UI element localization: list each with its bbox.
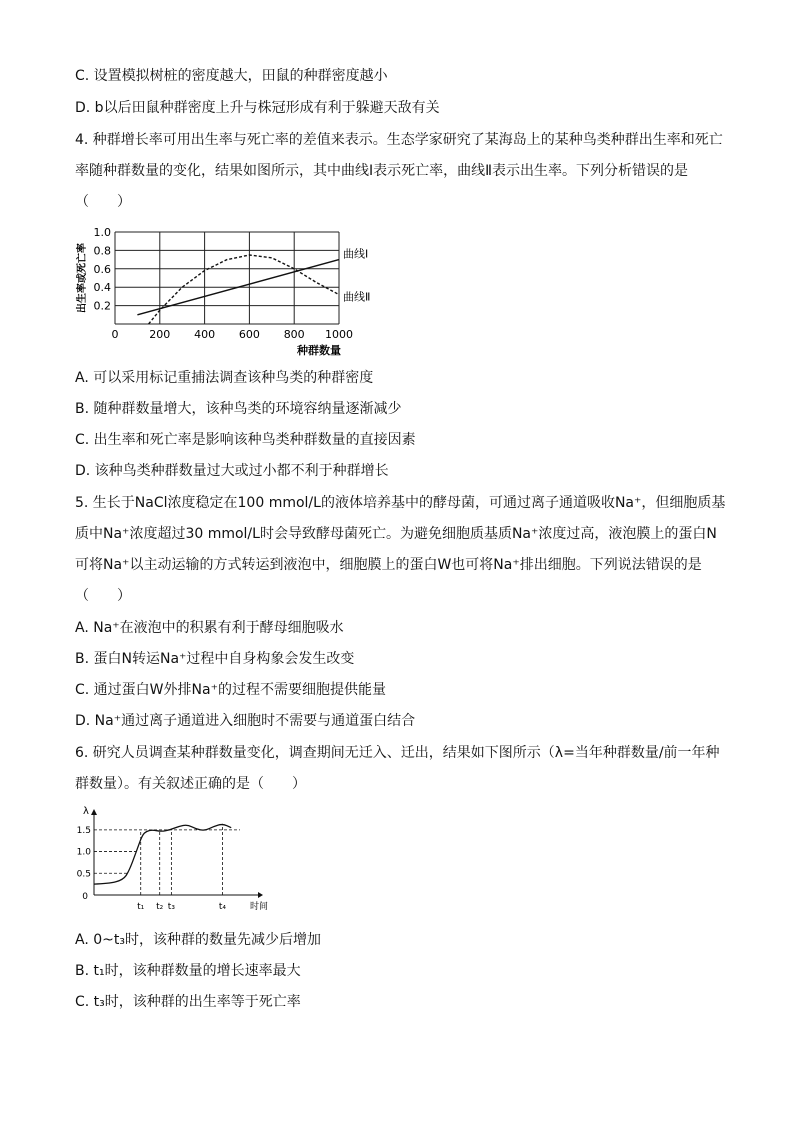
x-tick-label: t₃ <box>167 902 175 912</box>
q6-stem-line1: 6. 研究人员调查某种群数量变化，调查期间无迁入、迁出，结果如下图所示（λ=当年种群数量/前一年种 <box>75 745 720 761</box>
q5-option-d: D. Na⁺通过离子通道进入细胞时不需要与通道蛋白结合 <box>75 713 416 729</box>
x-tick-label: 600 <box>238 328 260 341</box>
y-axis-label: 出生率或死亡率 <box>77 243 88 313</box>
x-tick-label: 1000 <box>325 328 353 341</box>
x-tick-label: 400 <box>194 328 216 341</box>
x-tick-label: 0 <box>111 328 119 341</box>
lambda-curve <box>94 825 231 885</box>
x-tick-label: 200 <box>149 328 171 341</box>
x-tick-label: t₄ <box>218 902 227 912</box>
y-axis-label: λ <box>83 806 89 817</box>
q5-answer-paren: （ ） <box>75 588 131 604</box>
q6-option-b: B. t₁时，该种群数量的增长速率最大 <box>75 963 301 979</box>
x-tick-label: t₂ <box>156 902 164 912</box>
y-tick-label: 1.0 <box>93 226 111 239</box>
q5-option-a: A. Na⁺在液泡中的积累有利于酵母细胞吸水 <box>75 620 344 636</box>
y-tick-label: 0.5 <box>76 869 91 880</box>
y-tick-label: 0.2 <box>93 299 111 313</box>
birth-rate-curve <box>149 255 339 324</box>
q4-chart <box>75 222 405 357</box>
y-tick-label: 0.4 <box>93 281 111 295</box>
y-tick-label: 1.5 <box>76 825 91 836</box>
x-tick-label: 800 <box>283 328 305 341</box>
q4-option-c: C. 出生率和死亡率是影响该种鸟类种群数量的直接因素 <box>75 432 416 448</box>
x-tick-label: t₁ <box>137 902 145 912</box>
q4-option-a: A. 可以采用标记重捕法调查该种鸟类的种群密度 <box>75 370 374 386</box>
curve-label: 曲线Ⅰ <box>343 247 369 261</box>
q6-stem-line2: 群数量）。有关叙述正确的是（ ） <box>75 776 306 792</box>
y-tick-label: 1.0 <box>76 847 91 858</box>
y-tick-label: 0.6 <box>93 262 111 276</box>
q5-option-c: C. 通过蛋白W外排Na⁺的过程不需要细胞提供能量 <box>75 682 386 698</box>
q6-option-c: C. t₃时，该种群的出生率等于死亡率 <box>75 994 301 1010</box>
x-axis-label: 时间 <box>250 902 269 912</box>
option-d-prev: D. b以后田鼠种群密度上升与株冠形成有利于躲避天敌有关 <box>75 100 440 116</box>
q6-option-a: A. 0~t₃时，该种群的数量先减少后增加 <box>75 932 321 948</box>
origin-label: 0 <box>82 892 88 902</box>
q4-option-d: D. 该种鸟类种群数量过大或过小都不利于种群增长 <box>75 463 389 479</box>
q4-stem-line2: 率随种群数量的变化，结果如图所示，其中曲线Ⅰ表示死亡率，曲线Ⅱ表示出生率。下列分析错误的是 <box>75 163 689 179</box>
q4-option-b: B. 随种群数量增大，该种鸟类的环境容纳量逐渐减少 <box>75 401 402 417</box>
y-axis-arrow <box>91 809 97 815</box>
q5-stem-line2: 质中Na⁺浓度超过30 mmol/L时会导致酵母菌死亡。为避免细胞质基质Na⁺浓度过高，液泡膜上的蛋白N <box>75 526 717 542</box>
x-axis-label: 种群数量 <box>297 344 341 357</box>
q4-stem-line1: 4. 种群增长率可用出生率与死亡率的差值来表示。生态学家研究了某海岛上的某种鸟类种群出生率和死亡 <box>75 132 723 148</box>
q5-option-b: B. 蛋白N转运Na⁺过程中自身构象会发生改变 <box>75 651 355 667</box>
q6-chart <box>72 803 272 918</box>
q5-stem-line3: 可将Na⁺以主动运输的方式转运到液泡中，细胞膜上的蛋白W也可将Na⁺排出细胞。下列说法错误的是 <box>75 557 702 573</box>
x-axis-arrow <box>258 892 263 898</box>
curve-label: 曲线Ⅱ <box>343 290 371 304</box>
option-c-prev: C. 设置模拟树桩的密度越大，田鼠的种群密度越小 <box>75 68 388 84</box>
q5-stem-line1: 5. 生长于NaCl浓度稳定在100 mmol/L的液体培养基中的酵母菌，可通过离子通道吸收Na⁺，但细胞质基 <box>75 495 726 511</box>
q4-answer-paren: （ ） <box>75 194 131 210</box>
y-tick-label: 0.8 <box>93 244 111 258</box>
